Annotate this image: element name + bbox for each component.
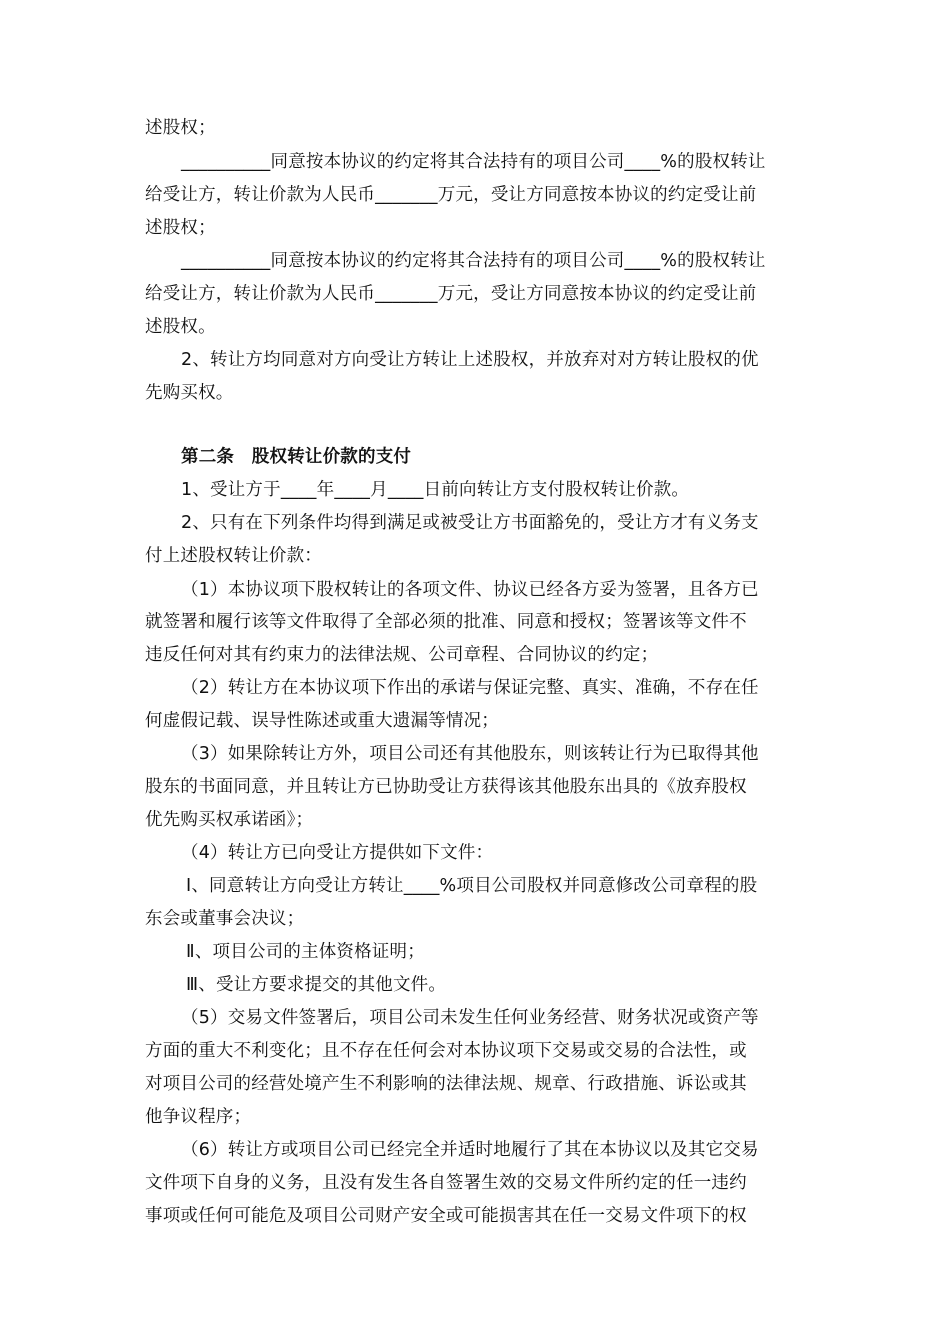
text-line: 就签署和履行该等文件取得了全部必须的批准、同意和授权；签署该等文件不 xyxy=(145,612,747,632)
text-line: 股东的书面同意，并且转让方已协助受让方获得该其他股东出具的《放弃股权 xyxy=(145,777,747,797)
text-line: 给受让方，转让价款为人民币_______万元，受让方同意按本协议的约定受让前 xyxy=(145,284,757,304)
text-line: 付上述股权转让价款： xyxy=(145,546,322,566)
text-line: （1）本协议项下股权转让的各项文件、协议已经各方妥为签署，且各方已 xyxy=(181,580,759,600)
section-heading: 第二条 股权转让价款的支付 xyxy=(181,447,412,467)
text-line: （2）转让方在本协议项下作出的承诺与保证完整、真实、准确，不存在任 xyxy=(181,678,759,698)
text-line: 事项或任何可能危及项目公司财产安全或可能损害其在任一交易文件项下的权 xyxy=(145,1206,747,1226)
text-line: 2、只有在下列条件均得到满足或被受让方书面豁免的，受让方才有义务支 xyxy=(181,513,759,533)
text-line: Ⅲ、受让方要求提交的其他文件。 xyxy=(186,975,447,995)
text-line: 文件项下自身的义务，且没有发生各自签署生效的交易文件所约定的任一违约 xyxy=(145,1173,747,1193)
text-line: 违反任何对其有约束力的法律法规、公司章程、合同协议的约定； xyxy=(145,645,659,665)
text-line: 先购买权。 xyxy=(145,383,234,403)
text-line: Ⅰ、同意转让方向受让方转让____%项目公司股权并同意修改公司章程的股 xyxy=(186,876,758,896)
text-line: __________同意按本协议的约定将其合法持有的项目公司____%的股权转让 xyxy=(181,152,766,172)
text-line: 何虚假记载、误导性陈述或重大遗漏等情况； xyxy=(145,711,499,731)
text-line: （4）转让方已向受让方提供如下文件： xyxy=(181,843,494,863)
text-line: 优先购买权承诺函》； xyxy=(145,810,314,830)
text-line: （6）转让方或项目公司已经完全并适时地履行了其在本协议以及其它交易 xyxy=(181,1140,759,1160)
text-line: 2、转让方均同意对方向受让方转让上述股权，并放弃对对方转让股权的优 xyxy=(181,350,759,370)
text-line: 方面的重大不利变化；且不存在任何会对本协议项下交易或交易的合法性，或 xyxy=(145,1041,747,1061)
text-line: 述股权； xyxy=(145,218,216,238)
text-line: 述股权。 xyxy=(145,317,216,337)
text-line: （5）交易文件签署后，项目公司未发生任何业务经营、财务状况或资产等 xyxy=(181,1008,759,1028)
text-line: （3）如果除转让方外，项目公司还有其他股东，则该转让行为已取得其他 xyxy=(181,744,759,764)
text-line: 东会或董事会决议； xyxy=(145,909,305,929)
text-line: 给受让方，转让价款为人民币_______万元，受让方同意按本协议的约定受让前 xyxy=(145,185,757,205)
text-line: 述股权； xyxy=(145,118,216,138)
text-line: 1、受让方于____年____月____日前向转让方支付股权转让价款。 xyxy=(181,480,690,500)
text-line: 对项目公司的经营处境产生不利影响的法律法规、规章、行政措施、诉讼或其 xyxy=(145,1074,747,1094)
text-line: Ⅱ、项目公司的主体资格证明； xyxy=(186,942,425,962)
text-line: __________同意按本协议的约定将其合法持有的项目公司____%的股权转让 xyxy=(181,251,766,271)
text-line: 他争议程序； xyxy=(145,1107,252,1127)
